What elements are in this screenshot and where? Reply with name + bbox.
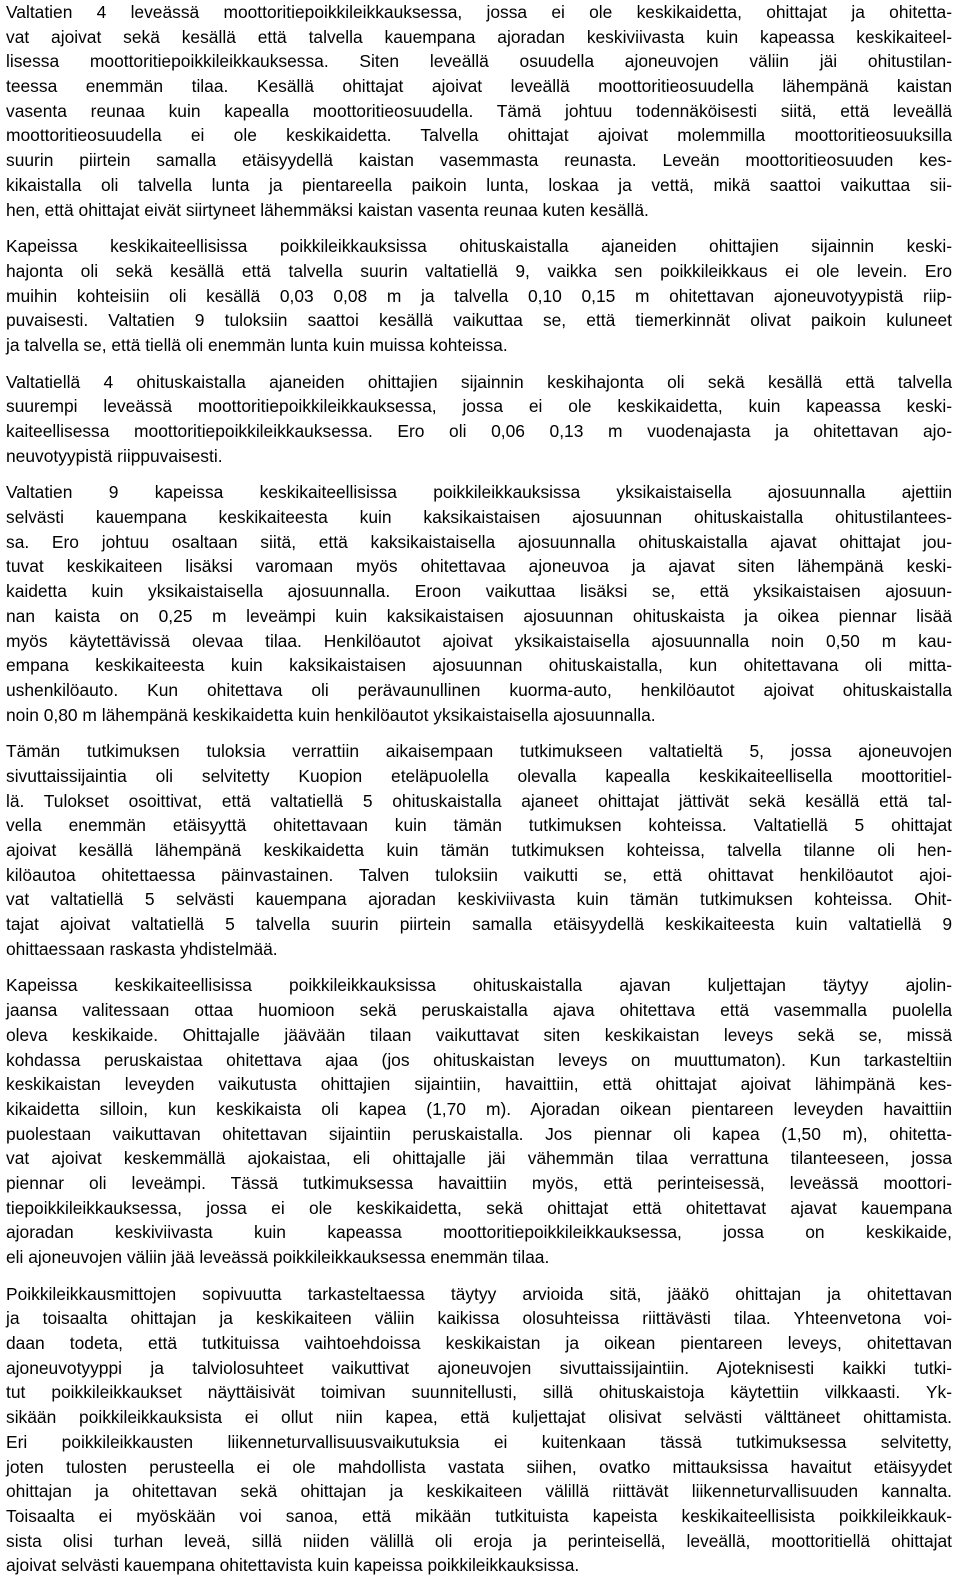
text-line: puvaisesti. Valtatien 9 tuloksiin saattoi kesällä vaikuttaa se, että tiemerkinnät olivat paikoin kuluneet xyxy=(6,310,952,331)
text-line: Poikkileikkausmittojen sopivuutta tarkasteltaessa täytyy arvioida sitä, jääkö ohittajan ja ohitettavan xyxy=(6,1283,952,1304)
paragraph xyxy=(6,739,952,961)
text-line: kaiteellisessa moottoritiepoikkileikkauksessa. Ero oli 0,06 0,13 m vuodenajasta ja ohitettavan ajo- xyxy=(6,421,952,441)
text-line: kikaistalla oli talvella lunta ja pientareella paikoin lunta, loskaa ja vettä, mikä saattoi vaikuttaa sii- xyxy=(6,174,952,195)
text-line: oleva keskikaide. Ohittajalle jäävään tilaan vaikuttavat siten keskikaistan leveys sekä se, missä xyxy=(6,1024,952,1045)
text-line: tiepoikkileikkauksessa, jossa ei ole keskikaidetta, sekä ohittajat että ohitettavat ajavat kauempana xyxy=(6,1197,952,1218)
paragraph-gap xyxy=(6,1270,952,1282)
paragraph-gap xyxy=(6,358,952,370)
text-line: sista olisi turhan leveä, sillä niiden välillä oli eroja ja perinteisellä, leveällä, moottoritiellä ohittajat xyxy=(6,1530,952,1551)
text-line: ja toisaalta ohittajan ja keskikaiteen väliin kaikissa olosuhteissa riittävästi tilaa. Yhteenvetona voi- xyxy=(6,1308,952,1329)
text-line: eli ajoneuvojen väliin jää leveässä poikkileikkauksessa enemmän tilaa. xyxy=(6,1247,550,1267)
paragraph xyxy=(6,1282,952,1578)
text-line: empana keskikaiteesta kuin kaksikaistaisen ajosuunnan ohituskaistalla, kun ohitettavana oli mitta- xyxy=(6,655,952,676)
text-line: vat ajoivat sekä kesällä että talvella kauempana ajoradan keskiviivasta kuin kapeassa keskikaiteel- xyxy=(6,26,952,47)
text-line: Valtatien 4 leveässä moottoritiepoikkileikkauksessa, jossa ei ole keskikaidetta, ohittajat ja ohitetta- xyxy=(6,2,952,22)
text-line: ajoradan keskiviivasta kuin kapeassa moottoritiepoikkileikkauksessa, jossa on keskikaide, xyxy=(6,1222,952,1243)
text-line: vat ajoivat keskemmällä ajokaistaa, eli ohittajalle jäi vähemmän tilaa verrattuna tilanteeseen, jossa xyxy=(6,1148,952,1169)
text-line: kilöautoa ohitettaessa päinvastainen. Talven tuloksiin vaikutti se, että ohittavat henkilöautot ajoi- xyxy=(6,864,952,885)
paragraph xyxy=(6,0,952,222)
text-line: myös käytettävissä olevaa tilaa. Henkilöautot ajoivat yksikaistaisella ajosuunnalla noin 0,50 m kau- xyxy=(6,630,952,651)
text-line: suurempi leveässä moottoritiepoikkileikkauksessa, jossa ei ole keskikaidetta, kuin kapeassa keski- xyxy=(6,396,952,417)
text-line: sivuttaissijaintia oli selvitetty Kuopion eteläpuolella olevalla kapealla keskikaiteellisella moottoritiel- xyxy=(6,765,952,786)
text-line: hajonta oli sekä kesällä että talvella suurin valtatiellä 9, vaikka sen poikkileikkaus ei ole levein. Ero xyxy=(6,260,952,281)
text-line: puolestaan vaikuttavan ohitettavan sijaintiin peruskaistalla. Jos piennar oli kapea (1,50 m), ohitetta- xyxy=(6,1123,952,1144)
text-line: Valtatiellä 4 ohituskaistalla ajaneiden ohittajien sijainnin keskihajonta oli sekä kesällä että talvella xyxy=(6,371,952,392)
text-line: Kapeissa keskikaiteellisissa poikkileikkauksissa ohituskaistalla ajavan kuljettajan täytyy ajolin- xyxy=(6,975,952,996)
text-line: tut poikkileikkaukset näyttäisivät toimivan suunnitellusti, sillä ohituskaistoja käytettiin vilkkaasti. Yk- xyxy=(6,1382,952,1403)
text-line: tajat ajoivat valtatiellä 5 talvella suurin piirtein samalla etäisyydellä keskikaiteesta kuin valtatiellä 9 xyxy=(6,914,952,935)
text-line: sa. Ero johtuu osaltaan siitä, että kaksikaistaisella ajosuunnalla ohituskaistalla ajavat ohittajat jou- xyxy=(6,531,952,552)
text-line: noin 0,80 m lähempänä keskikaidetta kuin henkilöautot yksikaistaisella ajosuunnalla. xyxy=(6,704,656,725)
text-line: suurin piirtein samalla etäisyydellä kaistan vasemmasta reunasta. Leveän moottoritieosuuden kes- xyxy=(6,150,952,171)
text-line: Toisaalta ei myöskään voi sanoa, että mikään tutkituista kapeista keskikaiteellisista poikkileikkauk- xyxy=(6,1505,952,1526)
text-line: nan kaista on 0,25 m leveämpi kuin kaksikaistaisen ajosuunnan ohituskaista ja oikea piennar lisää xyxy=(6,605,952,626)
text-line: sikään poikkileikkauksista ei ollut niin kapea, että kuljettajat olisivat selvästi välttäneet ohittamista. xyxy=(6,1407,952,1428)
text-line: vella enemmän etäisyyttä ohitettavaan kuin tämän tutkimuksen kohteissa. Valtatiellä 5 ohittajat xyxy=(6,815,952,836)
text-line: keskikaistan leveyden vaikutusta ohittajien sijaintiin, havaittiin, että ohittajat ajoivat lähimpänä kes- xyxy=(6,1074,952,1095)
text-line: neuvotyypistä riippuvaisesti. xyxy=(6,445,223,466)
text-line: selvästi kauempana keskikaiteesta kuin kaksikaistaisen ajosuunnan ohituskaistalla ohitustilantees- xyxy=(6,507,952,528)
text-line: ohittaessaan raskasta yhdistelmää. xyxy=(6,938,278,959)
text-line: lä. Tulokset osoittivat, että valtatiellä 5 ohituskaistalla ajaneet ohittajat jättivät sekä kesällä että tal- xyxy=(6,790,952,811)
text-line: hen, että ohittajat eivät siirtyneet lähemmäksi kaistan vasenta reunaa kuten kesällä. xyxy=(6,199,649,220)
text-line: piennar oli leveämpi. Tässä tutkimuksessa havaittiin myös, että perinteisessä, leveässä moottori- xyxy=(6,1172,952,1193)
text-line: ushenkilöauto. Kun ohitettava oli perävaunullinen kuorma-auto, henkilöautot ajoivat ohituskaistalla xyxy=(6,679,952,700)
text-line: vasenta reunaa kuin kapealla moottoritieosuudella. Tämä johtuu todennäköisesti siitä, että leveällä xyxy=(6,100,952,121)
text-line: ajoivat selvästi kauempana ohitettavista kuin kapeissa poikkileikkauksissa. xyxy=(6,1555,580,1576)
text-line: lisessa moottoritiepoikkileikkauksessa. Siten leveällä osuudella ajoneuvojen väliin jäi ohitustilan- xyxy=(6,51,952,72)
text-line: ohittajan ja ohitettavan sekä ohittajan ja keskikaiteen välillä riittävät liikenneturvallisuuden kannalta. xyxy=(6,1481,952,1502)
text-line: Kapeissa keskikaiteellisissa poikkileikkauksissa ohituskaistalla ajaneiden ohittajien sijainnin keski- xyxy=(6,236,952,257)
paragraph xyxy=(6,973,952,1269)
text-line: teessa enemmän tilaa. Kesällä ohittajat ajoivat leveällä moottoritieosuudella lähempänä kaistan xyxy=(6,76,952,97)
paragraph-gap xyxy=(6,468,952,480)
text-line: ajoneuvotyyppi ja talviolosuhteet vaikuttivat ajoneuvojen sivuttaissijaintiin. Ajoteknisesti kaikki tutki- xyxy=(6,1357,952,1378)
text-line: ja talvella se, että tiellä oli enemmän lunta kuin muissa kohteissa. xyxy=(6,334,508,355)
paragraph-gap xyxy=(6,222,952,234)
text-line: ajoivat kesällä lähempänä keskikaidetta kuin tämän tutkimuksen kohteissa, talvella tilanne oli hen- xyxy=(6,840,952,860)
text-line: joten tulosten perusteella ei ole mahdollista vastata siihen, ovatko mittauksissa havaitut etäisyydet xyxy=(6,1456,952,1477)
text-line: Tämän tutkimuksen tuloksia verrattiin aikaisempaan tutkimukseen valtatieltä 5, jossa ajoneuvojen xyxy=(6,741,952,762)
paragraph xyxy=(6,234,952,357)
paragraph xyxy=(6,480,952,727)
text-line: tuvat keskikaiteen lisäksi varomaan myös ohitettavaa ajoneuvoa ja ajavat siten lähempänä keski- xyxy=(6,556,952,577)
text-line: daan todeta, että tutkituissa vaihtoehdoissa keskikaistan ja oikean pientareen leveys, ohitettavan xyxy=(6,1333,952,1354)
text-line: moottoritieosuudella ei ole keskikaidetta. Talvella ohittajat ajoivat molemmilla moottoritieosuuksilla xyxy=(6,125,952,146)
text-line: muihin kohteisiin oli kesällä 0,03 0,08 m ja talvella 0,10 0,15 m ohitettavan ajoneuvotyypistä riip- xyxy=(6,285,952,306)
text-line: kohdassa peruskaistaa ohitettava ajaa (jos ohituskaistan leveys on muuttumaton). Kun tarkasteltiin xyxy=(6,1049,952,1070)
text-line: Eri poikkileikkausten liikenneturvallisuusvaikutuksia ei kuitenkaan tässä tutkimuksessa selvitetty, xyxy=(6,1431,952,1452)
paragraph-gap xyxy=(6,727,952,739)
text-line: Valtatien 9 kapeissa keskikaiteellisissa poikkileikkauksissa yksikaistaisella ajosuunnalla ajettiin xyxy=(6,482,952,503)
text-line: jaansa valitessaan ottaa huomioon sekä peruskaistalla ajava ohitettava että vasemmalla puolella xyxy=(6,1000,952,1021)
text-line: kaidetta kuin yksikaistaisella ajosuunnalla. Eroon vaikuttaa lisäksi se, että yksikaistaisen ajosuun- xyxy=(6,581,952,602)
body-text xyxy=(6,0,952,1578)
paragraph xyxy=(6,370,952,469)
text-line: kikaidetta silloin, kun keskikaista oli kapea (1,70 m). Ajoradan oikean pientareen leveyden havaittiin xyxy=(6,1098,952,1119)
paragraph-gap xyxy=(6,961,952,973)
text-line: vat valtatiellä 5 selvästi kauempana ajoradan keskiviivasta kuin tämän tutkimuksen kohteissa. Ohit- xyxy=(6,889,952,910)
